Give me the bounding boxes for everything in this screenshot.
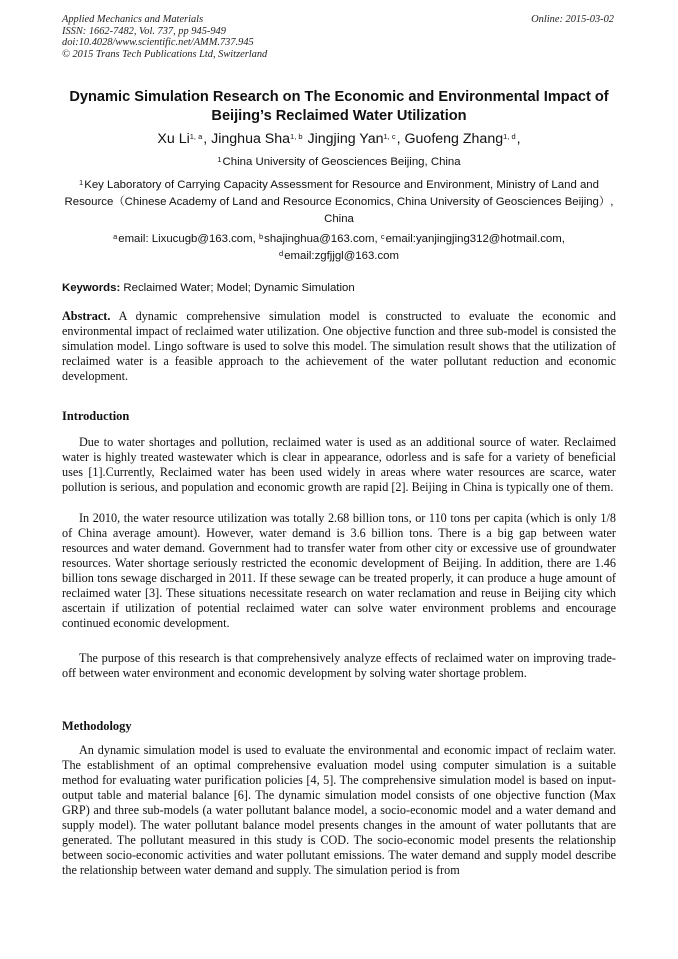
journal-name: Applied Mechanics and Materials [62,14,204,25]
author-separator: , [396,131,405,147]
author-name: Jinghua Sha [211,131,291,147]
email-b: shajinghua@163.com, [264,233,381,245]
author-affiliation-mark: 1, c [383,132,396,141]
email-mark: b [258,232,264,241]
email-mark: a [113,232,118,241]
email-a: email: Lixucugb@163.com, [118,233,259,245]
email-mark: c [380,232,385,241]
author-emails [62,231,616,265]
author-affiliation-mark: 1, d [503,132,516,141]
methodology-paragraph-1: An dynamic simulation model is used to evaluate the environmental and economic impact of reclaim water. The establishment of an optimal comprehensive evaluation model using computer simulation is a suitable method for evaluating water purification policies [4, 5]. The comprehensive simulation model is based on input-output table and material balance [6]. The dynamic simulation model consists of one objective function (Max GRP) and three sub-models (a water pollutant balance model, a socio-economic model and a water demand and supply model). The water pollutant balance model presents changes in the amount of water pollutants that are generated. The pollutant measured in this study is COD. The socio-economic model presents the relationship between socio-economic activities and water pollutant emissions. The water demand and supply model describe the relationship between water demand and supply. The simulation period is from [62,743,616,878]
copyright-line: © 2015 Trans Tech Publications Ltd, Switzerland [62,48,268,60]
section-heading-introduction: Introduction [62,409,130,423]
author-affiliation-mark: 1, a [189,132,203,141]
email-d: email:zgfjjgl@163.com [284,249,399,262]
author-name: Jingjing Yan [307,131,384,147]
email-c: email:yanjingjing312@hotmail.com, [385,233,565,245]
affiliation-mark: 1 [79,178,84,187]
author-affiliation-mark: 1, b [290,132,303,141]
email-mark: d [279,248,284,258]
keywords [62,281,616,295]
issn-line: ISSN: 1662-7482, Vol. 737, pp 945-949 [62,25,226,37]
author-name: Xu Li [157,131,190,147]
abstract-text: A dynamic comprehensive simulation model is constructed to evaluate the economic and environmental impact of reclaimed water utilization. One objective function and three sub-model is consisted the simulation model. Lingo software is used to solve this model. The simulation result shows that the utilization of reclaimed water is a feasible approach to the achievement of the water pollutant reduction and economic development. [62,309,616,384]
affiliation-text: Key Laboratory of Carrying Capacity Assessment for Resource and Environment, Ministry of Land and Resource（Chinese Academy of Land and Resource Economics, China University of Geosciences Beijing）, China [64,179,614,225]
abstract [62,309,616,384]
affiliation-2 [62,177,616,227]
introduction-paragraph-3: The purpose of this research is that comprehensively analyze effects of reclaimed water on improving trade-off between water environment and economic development by solving water shortage problem. [62,651,616,681]
online-date: Online: 2015-03-02 [531,14,614,25]
journal-header [62,14,267,60]
section-heading-methodology: Methodology [62,719,132,733]
abstract-label: Abstract. [62,309,111,323]
author-separator: , [203,131,212,147]
introduction-paragraph-1: Due to water shortages and pollution, reclaimed water is used as an additional source of water. Reclaimed water is highly treated wastewater which is clear in appearance, odorless and is safe for a variety of beneficial uses [1].Currently, Reclaimed water has been used widely in areas where water resources are scarce, water pollution is serious, and population and economic growth are rapid [2]. Beijing in China is typically one of them. [62,435,616,495]
author-separator: , [516,131,521,147]
affiliation-1 [62,154,616,171]
author-name: Guofeng Zhang [404,131,504,147]
affiliation-text: China University of Geosciences Beijing, China [222,156,461,168]
affiliation-mark: 1 [217,155,222,164]
introduction-paragraph-2: In 2010, the water resource utilization was totally 2.68 billion tons, or 110 tons per capita (which is only 1/8 of China average amount). However, water demand is 3.6 billion tons. There is a big gap between water resources and water demand. Government had to transfer water from other city or excessive use of groundwater resources. Water shortage seriously restricted the economic development of Beijing. In addition, there are 1.46 billion tons sewage discharged in 2011. If these sewage can be treated properly, it can produce a huge amount of reclaimed water [3]. These situations necessitate research on water reclamation and reuse in Beijing city which ascertain if utilization of potential reclaimed water can solve water environment problems and encourage continued economic development. [62,511,616,631]
author-list [40,130,638,148]
paper-title: Dynamic Simulation Research on The Economic and Environmental Impact of Beijing’s Reclaimed Water Utilization [69,89,609,124]
doi-line: doi:10.4028/www.scientific.net/AMM.737.945 [62,37,254,49]
keywords-text: Reclaimed Water; Model; Dynamic Simulation [120,282,355,294]
keywords-label: Keywords: [62,282,121,294]
